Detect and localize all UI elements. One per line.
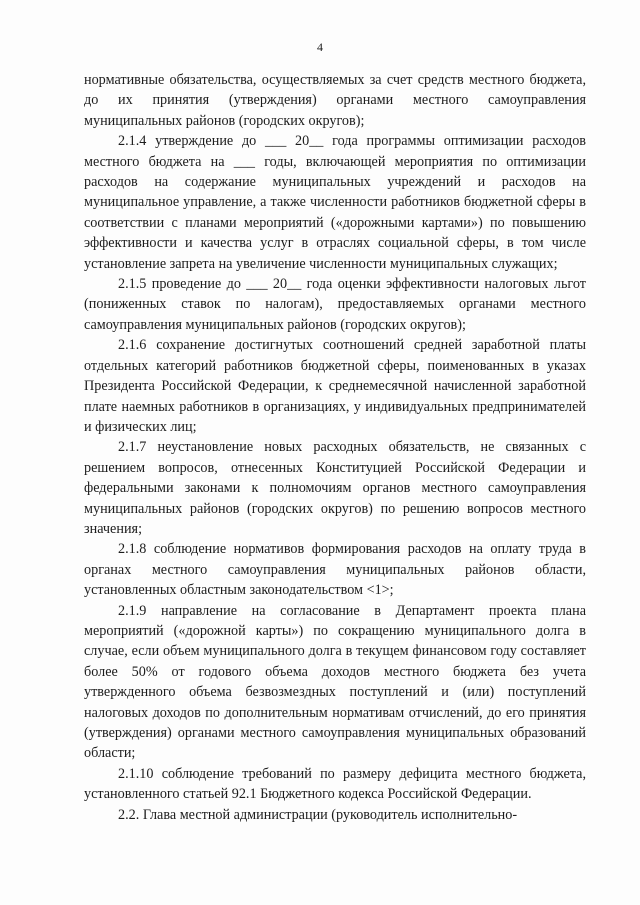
paragraph-2-2: 2.2. Глава местной администрации (руководитель исполнительно- xyxy=(118,806,518,823)
paragraph-2-1-8: 2.1.8 соблюдение нормативов формирования расходов на оплату труда в органах местного самоуправления муниципальных районов области, установленных областным законодательством <1>; xyxy=(84,541,586,599)
document-body xyxy=(84,70,586,825)
paragraph-2-1-4: 2.1.4 утверждение до ___ 20__ года программы оптимизации расходов местного бюджета на ___ годы, включающей мероприятия по оптимизации расходов на содержание муниципальных учреждений и расходов на муниципальное управление, а также численности работников бюджетной сферы в соответствии с планами мероприятий («дорожными картами») по повышению эффективности и качества услуг в отраслях социальной сферы, в том числе установление запрета на увеличение численности муниципальных служащих; xyxy=(84,133,586,272)
paragraph-2-1-7: 2.1.7 неустановление новых расходных обязательств, не связанных с решением вопросов, отнесенных Конституцией Российской Федерации и федеральными законами к полномочиям органов местного самоуправления муниципальных районов (городских округов) по решению вопросов местного значения; xyxy=(84,439,586,537)
paragraph-2-1-10: 2.1.10 соблюдение требований по размеру дефицита местного бюджета, установленного статьей 92.1 Бюджетного кодекса Российской Федерации. xyxy=(84,765,586,803)
page-number: 4 xyxy=(317,40,323,54)
paragraph-continuation: нормативные обязательства, осуществляемых за счет средств местного бюджета, до их принятия (утверждения) органами местного самоуправления муниципальных районов (городских округов); xyxy=(84,72,586,129)
paragraph-2-1-6: 2.1.6 сохранение достигнутых соотношений средней заработной платы отдельных категорий работников бюджетной сферы, поименованных в указах Президента Российской Федерации, к среднемесячной начисленной заработной плате наемных работников в организациях, у индивидуальных предпринимателей и физических лиц; xyxy=(84,337,586,435)
paragraph-2-1-9: 2.1.9 направление на согласование в Департамент проекта плана мероприятий («дорожной карты») по сокращению муниципального долга в случае, если объем муниципального долга в текущем финансовом году составляет более 50% от годового объема доходов местного бюджета без учета утвержденного объема безвозмездных поступлений и (или) поступлений налоговых доходов по дополнительным нормативам отчислений, до его принятия (утверждения) органами местного самоуправления муниципальных образований области; xyxy=(84,602,586,762)
paragraph-2-1-5: 2.1.5 проведение до ___ 20__ года оценки эффективности налоговых льгот (пониженных ставок по налогам), предоставляемых органами местного самоуправления муниципальных районов (городских округов); xyxy=(84,276,586,333)
